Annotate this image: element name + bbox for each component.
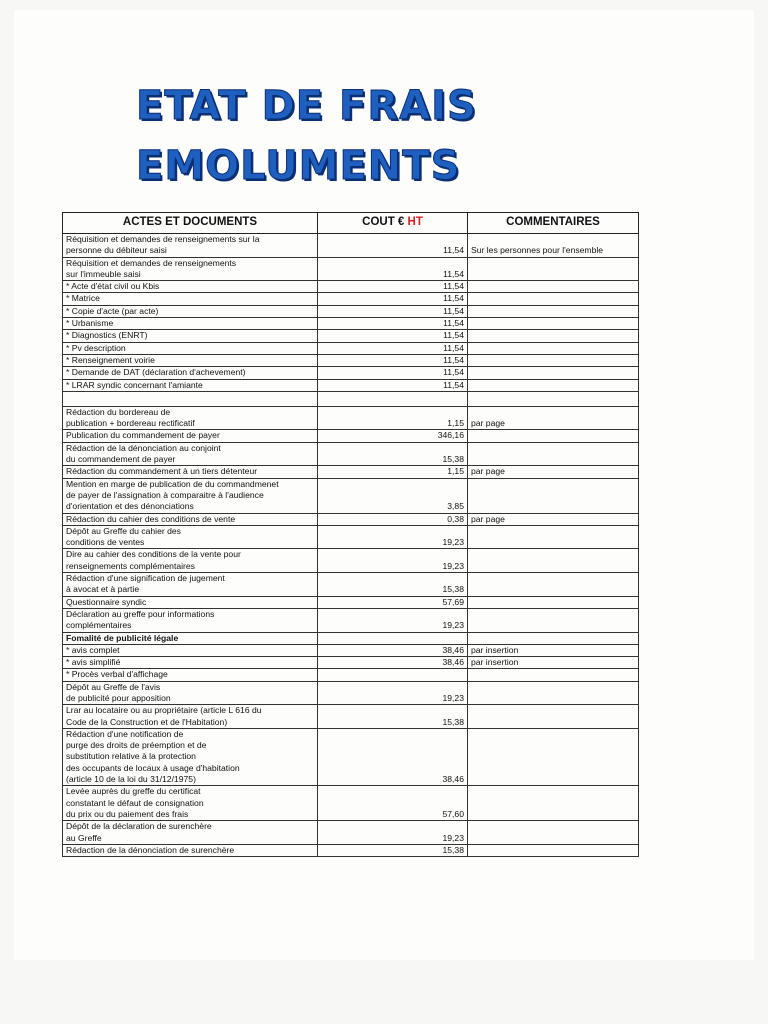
acte-cell: Rédaction du cahier des conditions de vente [63, 513, 318, 525]
acte-cell: Publication du commandement de payer [63, 430, 318, 442]
acte-cell: * Acte d'état civil ou Kbis [63, 281, 318, 293]
acte-cell: * Copie d'acte (par acte) [63, 305, 318, 317]
table-row [63, 466, 639, 478]
table-row [63, 354, 639, 366]
acte-cell [63, 391, 318, 406]
column-header-commentaires: COMMENTAIRES [468, 213, 639, 234]
acte-cell: Rédaction d'une signification de jugement à avocat et à partie [63, 573, 318, 597]
comment-cell [468, 525, 639, 549]
cost-cell: 11,54 [318, 379, 468, 391]
comment-cell [468, 681, 639, 705]
acte-cell: Rédaction du bordereau de publication + bordereau rectificatif [63, 406, 318, 430]
fees-table [62, 212, 639, 857]
comment-cell [468, 549, 639, 573]
comment-cell [468, 478, 639, 513]
table-row [63, 821, 639, 845]
table-row [63, 305, 639, 317]
table-row [63, 596, 639, 608]
comment-cell: par page [468, 406, 639, 430]
comment-cell [468, 632, 639, 644]
cost-cell: 15,38 [318, 573, 468, 597]
cost-cell: 19,23 [318, 681, 468, 705]
acte-cell: * avis simplifié [63, 657, 318, 669]
comment-cell [468, 379, 639, 391]
table-row [63, 367, 639, 379]
column-header-cout-label: COUT € [362, 216, 408, 229]
cost-cell: 38,46 [318, 657, 468, 669]
cost-cell: 11,54 [318, 354, 468, 366]
comment-cell [468, 354, 639, 366]
cost-cell: 11,54 [318, 330, 468, 342]
cost-cell: 3,85 [318, 478, 468, 513]
acte-cell: Rédaction de la dénonciation au conjoint du commandement de payer [63, 442, 318, 466]
cost-cell: 19,23 [318, 549, 468, 573]
cost-cell: 1,15 [318, 466, 468, 478]
table-row [63, 681, 639, 705]
comment-cell [468, 608, 639, 632]
cost-cell: 11,54 [318, 318, 468, 330]
acte-cell: * Procès verbal d'affichage [63, 669, 318, 681]
table-row [63, 281, 639, 293]
acte-cell: Levée auprès du greffe du certificat constatant le défaut de consignation du prix ou du paiement des frais [63, 786, 318, 821]
comment-cell [468, 786, 639, 821]
acte-cell: Réquisition et demandes de renseignements sur l'immeuble saisi [63, 257, 318, 281]
comment-cell [468, 728, 639, 785]
cost-cell: 11,54 [318, 281, 468, 293]
comment-cell: par page [468, 513, 639, 525]
cost-cell: 57,69 [318, 596, 468, 608]
acte-cell: Questionnaire syndic [63, 596, 318, 608]
acte-cell: * Diagnostics (ENRT) [63, 330, 318, 342]
table-row [63, 705, 639, 729]
acte-cell: * Pv description [63, 342, 318, 354]
cost-cell: 11,54 [318, 234, 468, 258]
cost-cell [318, 391, 468, 406]
comment-cell [468, 293, 639, 305]
cost-cell: 15,38 [318, 844, 468, 856]
column-header-cout [318, 213, 468, 234]
acte-cell: Mention en marge de publication de du commandmenet de payer de l'assignation à comparaitre à l'audience d'orientation et des dénonciations [63, 478, 318, 513]
table-row [63, 844, 639, 856]
table-header-row [63, 213, 639, 234]
cost-cell: 15,38 [318, 442, 468, 466]
acte-cell: Dépôt de la déclaration de surenchère au Greffe [63, 821, 318, 845]
cost-cell: 15,38 [318, 705, 468, 729]
cost-cell [318, 669, 468, 681]
cost-cell [318, 632, 468, 644]
acte-cell: Déclaration au greffe pour informations complémentaires [63, 608, 318, 632]
cost-cell: 38,46 [318, 644, 468, 656]
comment-cell [468, 281, 639, 293]
table-row [63, 478, 639, 513]
comment-cell [468, 442, 639, 466]
comment-cell [468, 573, 639, 597]
table-row [63, 293, 639, 305]
acte-cell: Dépôt au Greffe de l'avis de publicité pour apposition [63, 681, 318, 705]
comment-cell: par insertion [468, 657, 639, 669]
comment-cell: Sur les personnes pour l'ensemble [468, 234, 639, 258]
document-title-line-2: EMOLUMENTS [136, 143, 461, 189]
cost-cell: 11,54 [318, 342, 468, 354]
acte-cell: * avis complet [63, 644, 318, 656]
comment-cell [468, 342, 639, 354]
acte-cell: Dépôt au Greffe du cahier des conditions de ventes [63, 525, 318, 549]
table-row [63, 406, 639, 430]
acte-cell: * Urbanisme [63, 318, 318, 330]
table-row [63, 442, 639, 466]
cost-cell: 19,23 [318, 821, 468, 845]
comment-cell [468, 257, 639, 281]
comment-cell [468, 821, 639, 845]
comment-cell [468, 430, 639, 442]
document-title-line-1: ETAT DE FRAIS [136, 83, 477, 129]
table-row [63, 318, 639, 330]
table-row [63, 573, 639, 597]
table-row [63, 379, 639, 391]
comment-cell [468, 367, 639, 379]
comment-cell [468, 305, 639, 317]
comment-cell [468, 596, 639, 608]
table-row [63, 669, 639, 681]
acte-cell: Réquisition et demandes de renseignements sur la personne du débiteur saisi [63, 234, 318, 258]
acte-cell: * Demande de DAT (déclaration d'achevement) [63, 367, 318, 379]
cost-cell: 11,54 [318, 367, 468, 379]
table-row [63, 608, 639, 632]
acte-cell: * Renseignement voirie [63, 354, 318, 366]
table-body [63, 234, 639, 857]
column-header-cout-ht: HT [407, 216, 423, 229]
cost-cell: 0,38 [318, 513, 468, 525]
comment-cell [468, 705, 639, 729]
acte-cell: Fomalité de publicité légale [63, 632, 318, 644]
acte-cell: * LRAR syndic concernant l'amiante [63, 379, 318, 391]
acte-cell: Rédaction du commandement à un tiers détenteur [63, 466, 318, 478]
comment-cell [468, 844, 639, 856]
cost-cell: 19,23 [318, 608, 468, 632]
cost-cell: 11,54 [318, 293, 468, 305]
comment-cell [468, 318, 639, 330]
table-row [63, 549, 639, 573]
table-row [63, 234, 639, 258]
table-row [63, 391, 639, 406]
table-row [63, 257, 639, 281]
table-row [63, 728, 639, 785]
cost-cell: 11,54 [318, 257, 468, 281]
table-row [63, 525, 639, 549]
acte-cell: Lrar au locataire ou au propriétaire (article L 616 du Code de la Construction et de l'Habitation) [63, 705, 318, 729]
comment-cell [468, 330, 639, 342]
comment-cell [468, 391, 639, 406]
cost-cell: 1,15 [318, 406, 468, 430]
column-header-actes: ACTES ET DOCUMENTS [63, 213, 318, 234]
table-row [63, 786, 639, 821]
acte-cell: Rédaction de la dénonciation de surenchère [63, 844, 318, 856]
table-row [63, 430, 639, 442]
table-row [63, 644, 639, 656]
table-row [63, 342, 639, 354]
table-row [63, 513, 639, 525]
cost-cell: 57,60 [318, 786, 468, 821]
table-row [63, 632, 639, 644]
acte-cell: * Matrice [63, 293, 318, 305]
cost-cell: 38,46 [318, 728, 468, 785]
table-row [63, 330, 639, 342]
acte-cell: Dire au cahier des conditions de la vente pour renseignements complémentaires [63, 549, 318, 573]
cost-cell: 19,23 [318, 525, 468, 549]
acte-cell: Rédaction d'une notification de purge des droits de préemption et de substitution relative à la protection des occupants de locaux à usage d'habitation (article 10 de la loi du 31/12/1975) [63, 728, 318, 785]
comment-cell: par insertion [468, 644, 639, 656]
cost-cell: 346,16 [318, 430, 468, 442]
comment-cell [468, 669, 639, 681]
cost-cell: 11,54 [318, 305, 468, 317]
table-row [63, 657, 639, 669]
comment-cell: par page [468, 466, 639, 478]
